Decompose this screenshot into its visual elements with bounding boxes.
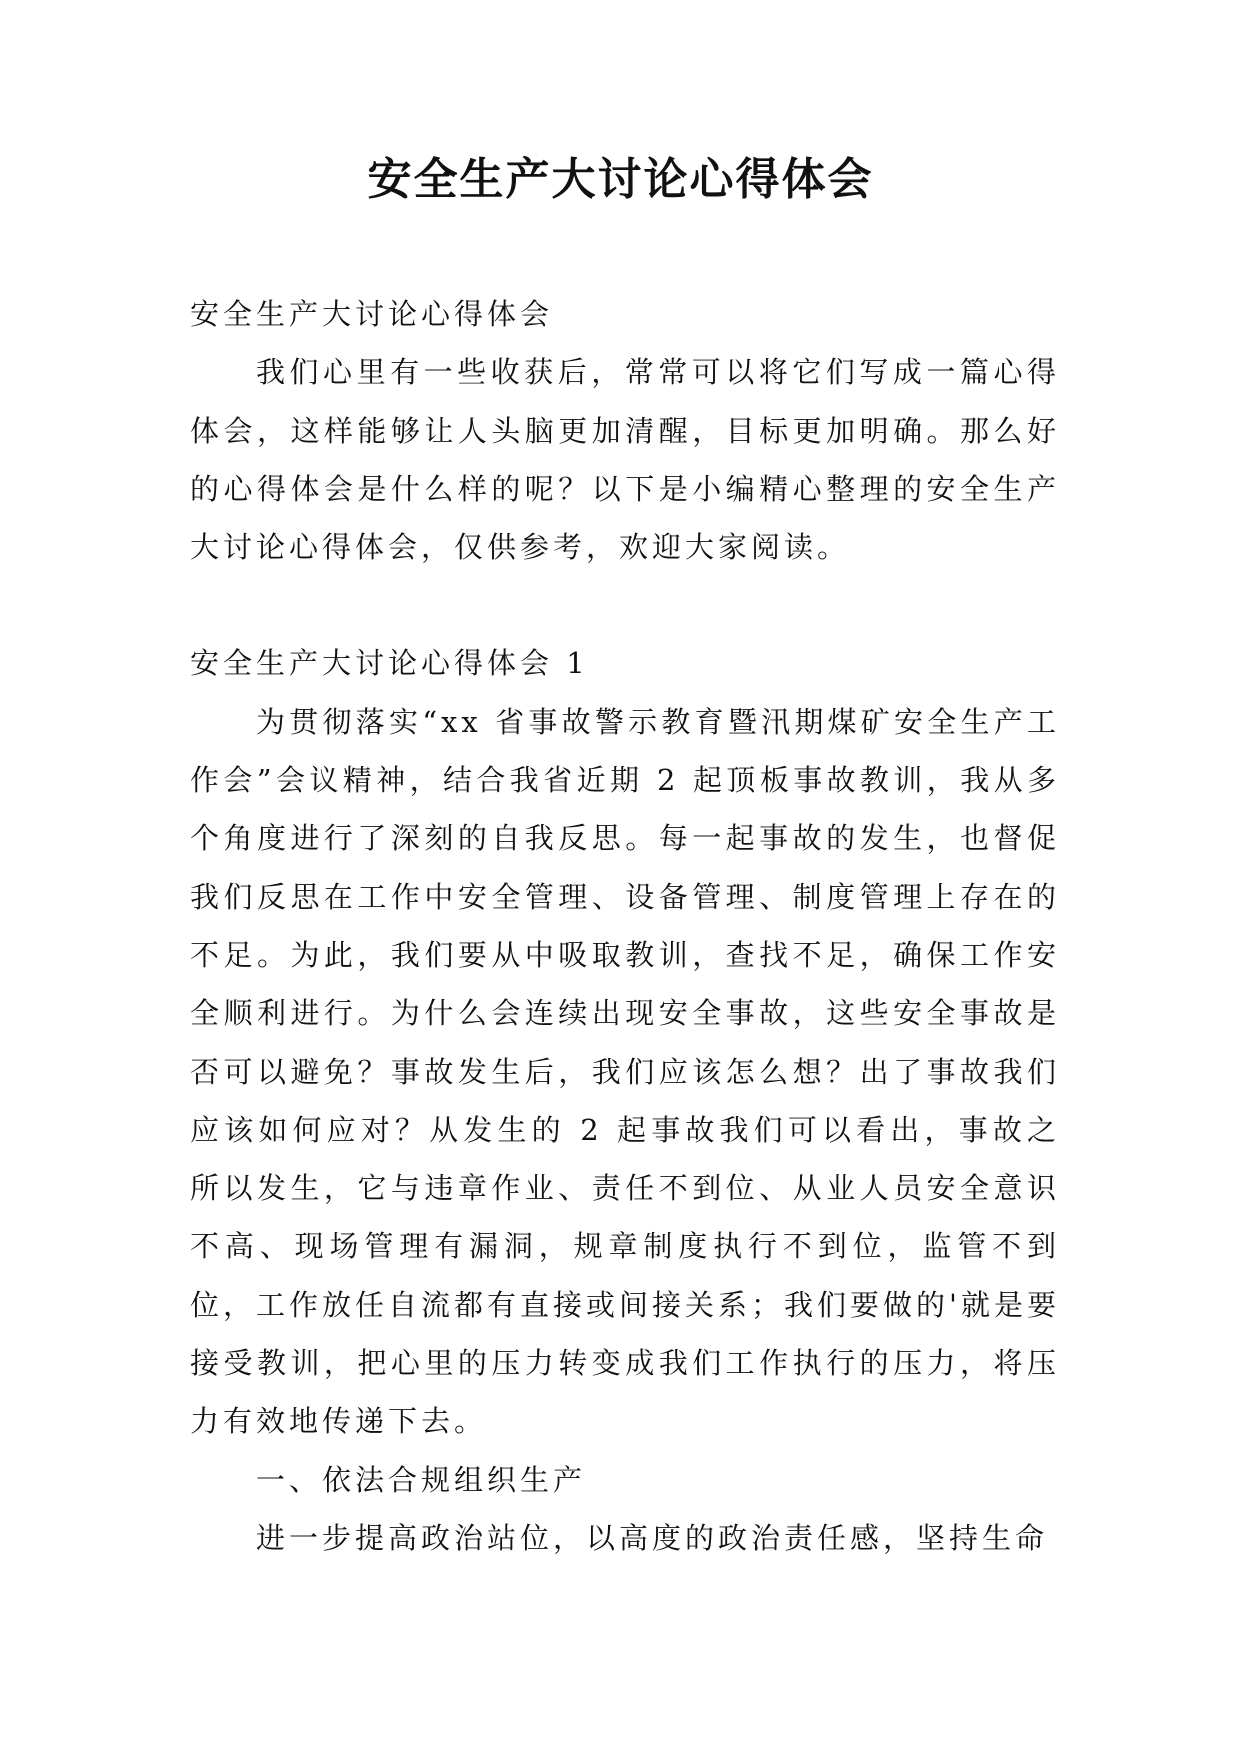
- section-heading-intro: 安全生产大讨论心得体会: [190, 297, 554, 331]
- intro-paragraph: 我们心里有一些收获后，常常可以将它们写成一篇心得体会，这样能够让人头脑更加清醒，目标更加明确。那么好的心得体会是什么样的呢？以下是小编精心整理的安全生产大讨论心得体会，仅供参考，欢迎大家阅读。: [190, 355, 1060, 565]
- document-body: [190, 285, 1060, 1567]
- body-paragraph-continued: 进一步提高政治站位，以高度的政治责任感，坚持生命: [256, 1520, 1049, 1555]
- subheading-compliance: 一、依法合规组织生产: [256, 1462, 587, 1497]
- section-heading-1: 安全生产大讨论心得体会 1: [190, 646, 589, 681]
- document-title: 安全生产大讨论心得体会: [367, 154, 874, 205]
- body-paragraph: 为贯彻落实“xx 省事故警示教育暨汛期煤矿安全生产工作会”会议精神，结合我省近期 2 起顶板事故教训，我从多个角度进行了深刻的自我反思。每一起事故的发生，也督促我们反思在工作中安全管理、设备管理、制度管理上存在的不足。为此，我们要从中吸取教训，查找不足，确保工作安全顺利进行。为什么会连续出现安全事故，这些安全事故是否可以避免？事故发生后，我们应该怎么想？出了事故我们应该如何应对？从发生的 2 起事故我们可以看出，事故之所以发生，它与违章作业、责任不到位、从业人员安全意识不高、现场管理有漏洞，规章制度执行不到位，监管不到位，工作放任自流都有直接或间接关系；我们要做的'就是要接受教训，把心里的压力转变成我们工作执行的压力，将压力有效地传递下去。: [190, 704, 1060, 1439]
